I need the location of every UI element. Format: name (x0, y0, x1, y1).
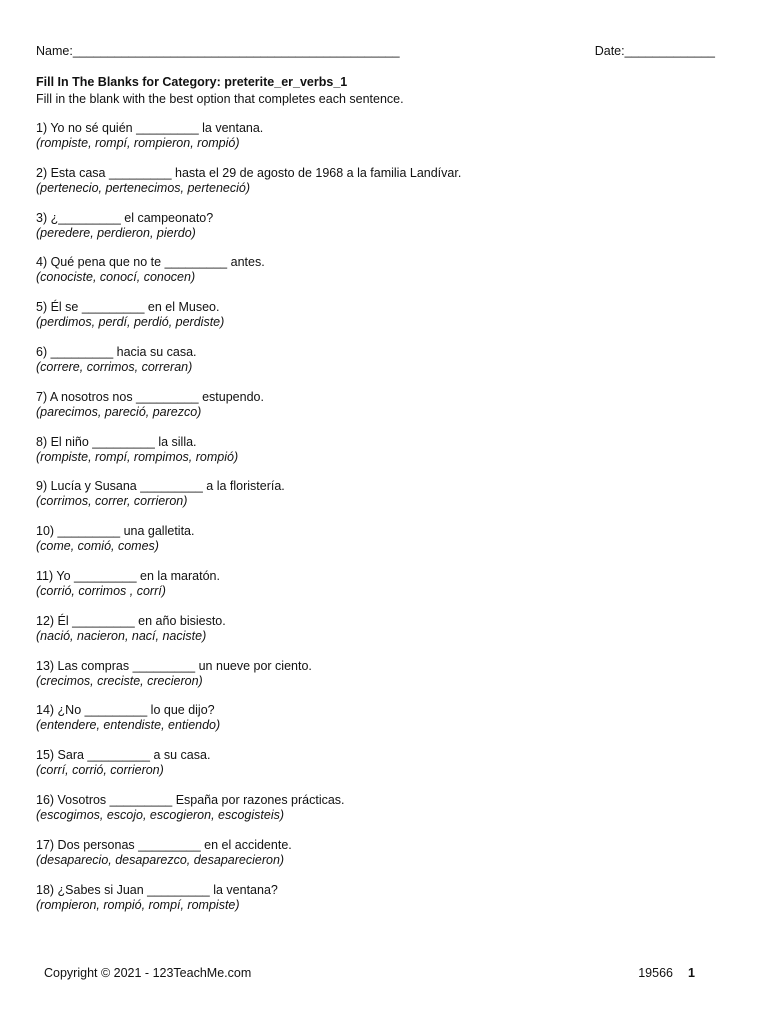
question-options: (rompieron, rompió, rompí, rompiste) (36, 897, 240, 912)
question-item (36, 883, 726, 928)
question-options: (rompiste, rompí, rompimos, rompió) (36, 449, 239, 464)
document-id: 19566 (638, 966, 673, 980)
question-item (36, 390, 726, 435)
question-item (36, 659, 726, 704)
question-item (36, 479, 726, 524)
name-field: Name:_______________________________________________ (36, 44, 400, 58)
question-sentence: 10) _________ una galletita. (36, 524, 195, 539)
copyright-notice: Copyright © 2021 - 123TeachMe.com (44, 966, 252, 980)
question-item (36, 211, 726, 256)
question-item (36, 614, 726, 659)
question-item (36, 703, 726, 748)
question-sentence: 3) ¿_________ el campeonato? (36, 210, 214, 225)
worksheet-instructions: Fill in the blank with the best option that completes each sentence. (36, 92, 404, 106)
question-options: (correre, corrimos, correran) (36, 359, 193, 374)
question-sentence: 15) Sara _________ a su casa. (36, 748, 211, 763)
question-sentence: 5) Él se _________ en el Museo. (36, 300, 220, 315)
question-sentence: 11) Yo _________ en la maratón. (36, 568, 220, 583)
question-sentence: 6) _________ hacia su casa. (36, 344, 197, 359)
question-item (36, 838, 726, 883)
question-options: (parecimos, pareció, parezco) (36, 404, 202, 419)
question-options: (entendere, entendiste, entiendo) (36, 718, 221, 733)
question-sentence: 1) Yo no sé quién _________ la ventana. (36, 121, 264, 135)
worksheet-title: Fill In The Blanks for Category: preterite_er_verbs_1 (36, 75, 348, 89)
question-item (36, 121, 726, 166)
question-options: (pertenecio, pertenecimos, perteneció) (36, 180, 251, 195)
question-sentence: 13) Las compras _________ un nueve por ciento. (36, 658, 312, 673)
question-options: (corrió, corrimos , corrí) (36, 583, 166, 598)
question-options: (conociste, conocí, conocen) (36, 270, 196, 285)
question-sentence: 18) ¿Sabes si Juan _________ la ventana? (36, 882, 278, 897)
page-number: 1 (688, 966, 695, 980)
question-sentence: 17) Dos personas _________ en el accidente. (36, 837, 292, 852)
date-field: Date:_____________ (594, 44, 715, 58)
question-item (36, 524, 726, 569)
question-item (36, 793, 726, 838)
question-options: (come, comió, comes) (36, 539, 159, 554)
question-sentence: 2) Esta casa _________ hasta el 29 de agosto de 1968 a la familia Landívar. (36, 165, 462, 180)
question-options: (perdimos, perdí, perdió, perdiste) (36, 315, 225, 330)
question-sentence: 16) Vosotros _________ España por razones prácticas. (36, 792, 345, 807)
question-sentence: 9) Lucía y Susana _________ a la floristería. (36, 479, 285, 494)
question-options: (escogimos, escojo, escogieron, escogisteis) (36, 807, 285, 822)
question-item (36, 435, 726, 480)
question-options: (nació, nacieron, nací, naciste) (36, 628, 207, 643)
question-item (36, 166, 726, 211)
question-sentence: 14) ¿No _________ lo que dijo? (36, 703, 215, 718)
question-options: (corrí, corrió, corrieron) (36, 763, 164, 778)
question-options: (rompiste, rompí, rompieron, rompió) (36, 136, 240, 150)
question-sentence: 8) El niño _________ la silla. (36, 434, 197, 449)
question-item (36, 569, 726, 614)
question-options: (crecimos, creciste, crecieron) (36, 673, 203, 688)
question-options: (desaparecio, desaparezco, desaparecieron) (36, 852, 285, 867)
question-sentence: 4) Qué pena que no te _________ antes. (36, 255, 265, 270)
question-item (36, 300, 726, 345)
question-options: (peredere, perdieron, pierdo) (36, 225, 196, 240)
question-item (36, 748, 726, 793)
question-sentence: 12) Él _________ en año bisiesto. (36, 613, 226, 628)
question-item (36, 345, 726, 390)
question-sentence: 7) A nosotros nos _________ estupendo. (36, 389, 264, 404)
question-item (36, 255, 726, 300)
question-options: (corrimos, correr, corrieron) (36, 494, 188, 509)
question-list (36, 121, 726, 927)
